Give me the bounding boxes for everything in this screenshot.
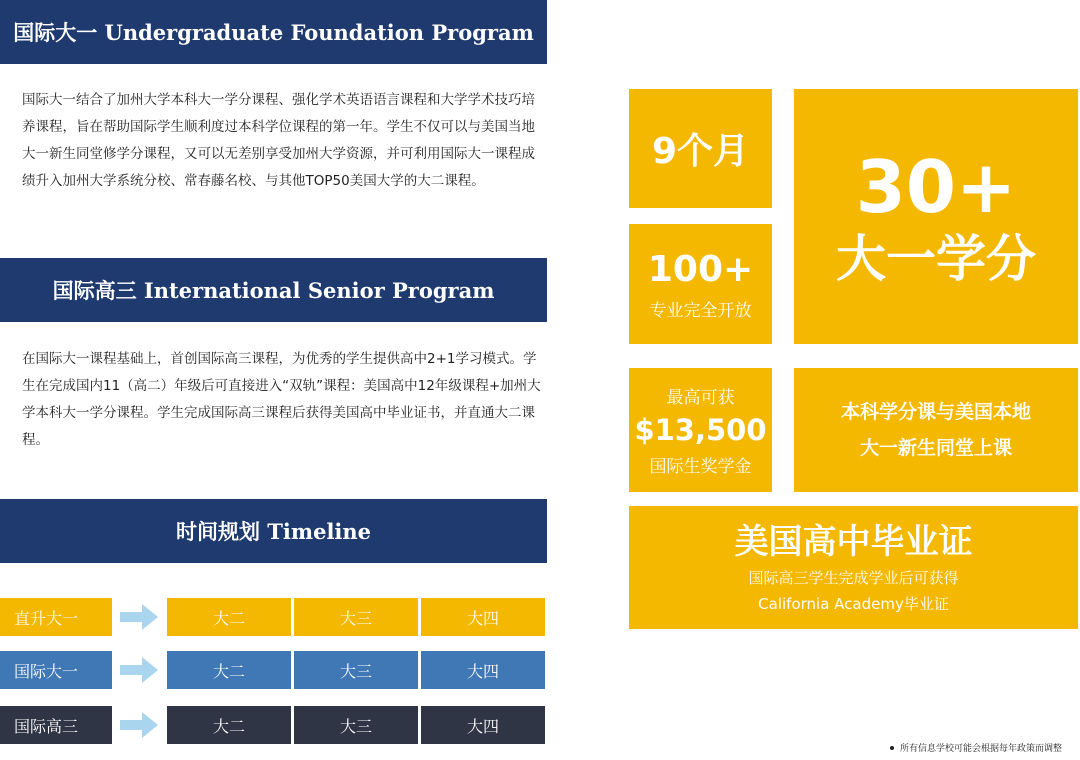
timeline-cell-junior: 大三: [294, 598, 418, 636]
foundation-description: 国际大一结合了加州大学本科大一学分课程、强化学术英语语言课程和大学学术技巧培养课程，旨在帮助国际学生顺利度过本科学位课程的第一年。学生不仅可以与美国当地大一新生同堂修学分课程，又可以无差别享受加州大学资源，并可利用国际大一课程成绩升入加州大学系统分校、常春藤名校、与其他TOP50美国大学的大二课程。: [22, 92, 535, 189]
scholarship-label: 国际生奖学金: [649, 457, 752, 477]
right-arrow-icon: [118, 602, 160, 632]
diploma-line1: 国际高三学生完成学业后可获得: [748, 568, 959, 587]
timeline-cell-junior: 大三: [294, 651, 418, 689]
timeline-row-label: 国际大一: [0, 651, 112, 689]
bullet-icon: [890, 746, 894, 750]
majors-label: 专业完全开放: [649, 300, 752, 321]
diploma-box: [629, 506, 1078, 629]
diploma-line2: California Academy毕业证: [758, 594, 949, 613]
timeline-cell-sophomore: 大二: [167, 598, 291, 636]
foundation-title: 国际大一 Undergraduate Foundation Program: [0, 0, 547, 64]
shared-class-line1: 本科学分课与美国本地: [840, 401, 1031, 423]
right-arrow-icon: [118, 655, 160, 685]
senior-title: 国际高三 International Senior Program: [0, 258, 547, 322]
scholarship-box: [629, 368, 772, 492]
majors-box: [629, 224, 772, 344]
credits-number: 30+: [855, 144, 1017, 229]
timeline-cell-junior: 大三: [294, 706, 418, 744]
shared-class-line2: 大一新生同堂上课: [859, 437, 1012, 459]
shared-class-box: [794, 368, 1078, 492]
timeline-row-label: 国际高三: [0, 706, 112, 744]
scholarship-prefix: 最高可获: [666, 388, 735, 408]
timeline-cell-senior: 大四: [421, 598, 545, 636]
senior-description: 在国际大一课程基础上，首创国际高三课程，为优秀的学生提供高中2+1学习模式。学生在完成国内11（高二）年级后可直接进入“双轨”课程：美国高中12年级课程+加州大学本科大一学分课程。学生完成国际高三课程后获得美国高中毕业证书，并直通大二课程。: [22, 351, 541, 448]
duration-box: 9个月: [629, 89, 772, 208]
timeline-title: 时间规划 Timeline: [0, 499, 547, 563]
majors-number: 100+: [647, 248, 754, 290]
footnote-text: 所有信息学校可能会根据每年政策而调整: [899, 744, 1062, 754]
scholarship-amount: $13,500: [634, 413, 767, 447]
diploma-title: 美国高中毕业证: [734, 521, 973, 562]
right-arrow-icon: [118, 710, 160, 740]
timeline-cell-senior: 大四: [421, 651, 545, 689]
timeline-row-label: 直升大一: [0, 598, 112, 636]
timeline-cell-sophomore: 大二: [167, 651, 291, 689]
credits-label: 大一学分: [836, 229, 1036, 288]
credits-box: [794, 89, 1078, 344]
timeline-cell-sophomore: 大二: [167, 706, 291, 744]
timeline-cell-senior: 大四: [421, 706, 545, 744]
footnote: [890, 741, 1062, 754]
